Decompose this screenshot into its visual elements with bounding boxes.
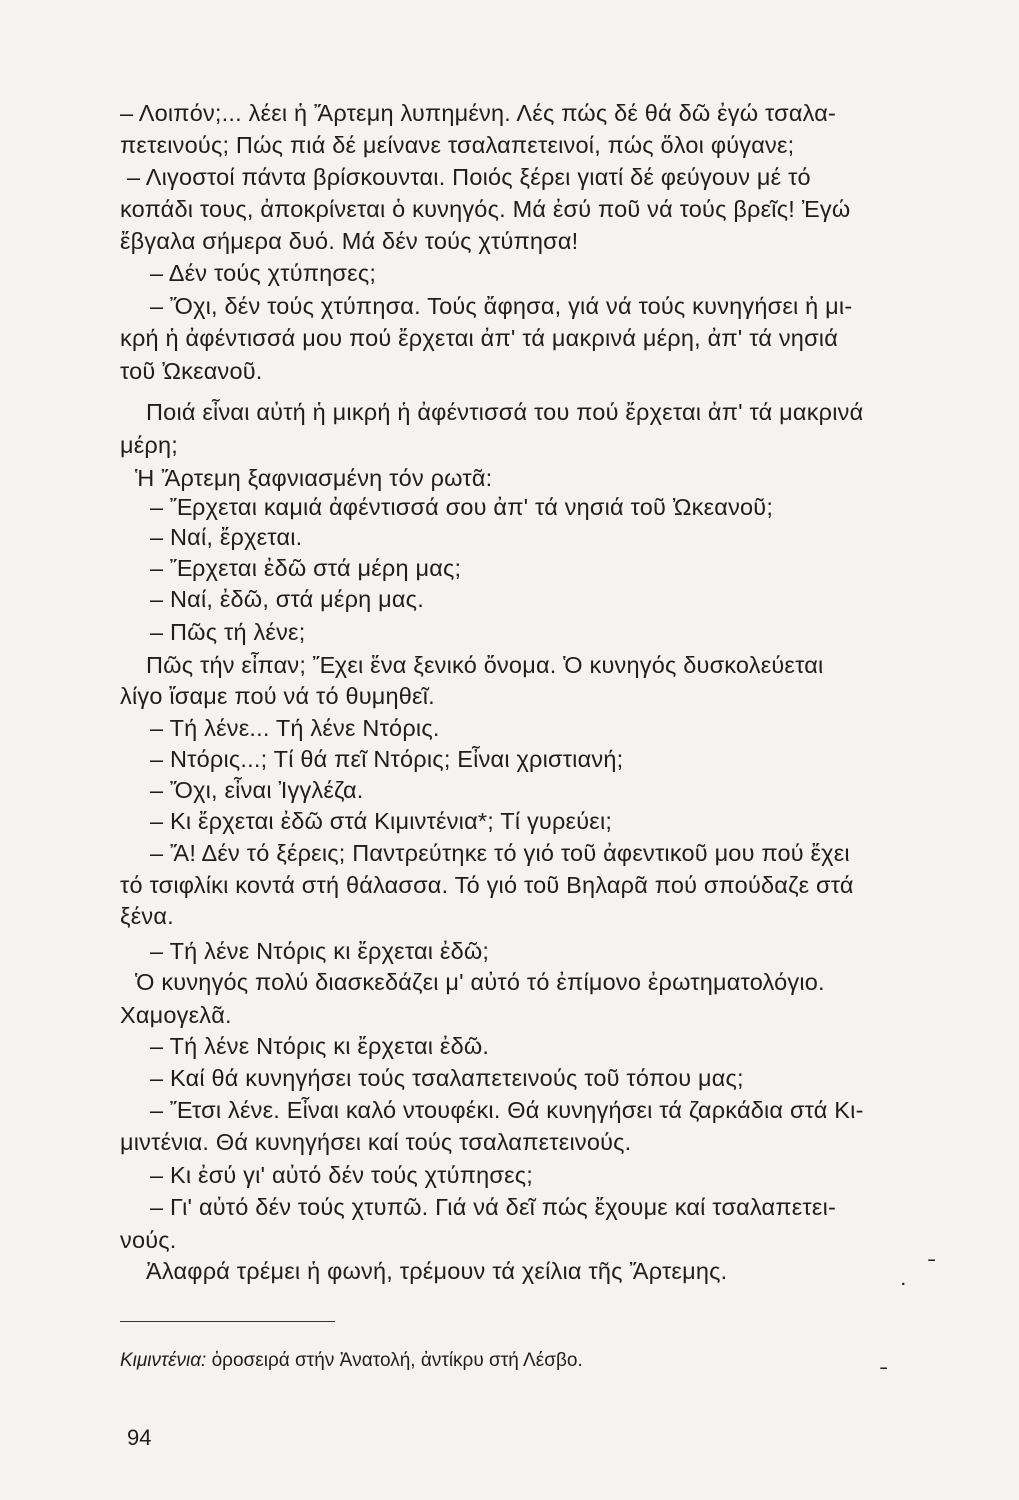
footnote (120, 1348, 583, 1374)
pen-mark: ˗ (928, 1244, 936, 1269)
text-line: – Τή λένε Ντόρις κι ἔρχεται ἐδῶ. (150, 1033, 490, 1059)
text-line: Ἀλαφρά τρέμει ἡ φωνή, τρέμουν τά χείλια τῆς Ἄρτεμης. (146, 1258, 728, 1284)
text-line: – Καί θά κυνηγήσει τούς τσαλαπετεινούς τοῦ τόπου μας; (150, 1065, 744, 1091)
text-line: – Ὄχι, δέν τούς χτύπησα. Τούς ἄφησα, γιά νά τούς κυνηγήσει ἡ μι- (150, 293, 853, 319)
text-line: – Ἔτσι λένε. Εἶναι καλό ντουφέκι. Θά κυνηγήσει τά ζαρκάδια στά Κι- (150, 1097, 864, 1123)
footnote-term: Κιμιντένια: (120, 1350, 207, 1371)
text-line: – Γι' αὐτό δέν τούς χτυπῶ. Γιά νά δεῖ πώς ἔχουμε καί τσαλαπετει- (150, 1194, 837, 1220)
text-line: – Τή λένε Ντόρις κι ἔρχεται ἐδῶ; (150, 938, 490, 964)
text-line: – Λιγοστοί πάντα βρίσκουνται. Ποιός ξέρει γιατί δέ φεύγουν μέ τό (127, 164, 811, 190)
text-line: – Ναί, ἐδῶ, στά μέρη μας. (150, 586, 424, 612)
text-line: – Λοιπόν;... λέει ἡ Ἄρτεμη λυπημένη. Λές πώς δέ θά δῶ ἐγώ τσαλα- (120, 100, 837, 126)
text-line: λίγο ἴσαμε πού νά τό θυμηθεῖ. (120, 683, 435, 709)
text-line: πετεινούς; Πώς πιά δέ μείνανε τσαλαπετεινοί, πώς ὅλοι φύγανε; (120, 132, 795, 158)
text-line: – Ἔρχεται καμιά ἀφέντισσά σου ἀπ' τά νησιά τοῦ Ὠκεανοῦ; (150, 494, 774, 520)
text-line: ξένα. (120, 903, 174, 929)
footnote-separator (120, 1321, 335, 1322)
text-line: – Ἔρχεται ἐδῶ στά μέρη μας; (150, 555, 462, 581)
footnote-text: ὀροσειρά στήν Ἀνατολή, ἀντίκρυ στή Λέσβο. (206, 1350, 583, 1371)
text-line: κοπάδι τους, ἀποκρίνεται ὁ κυνηγός. Μά ἐσύ ποῦ νά τούς βρεῖς! Ἐγώ (120, 196, 851, 222)
text-line: Χαμογελᾶ. (120, 1002, 232, 1028)
text-line: – Κι ἐσύ γι' αὐτό δέν τούς χτύπησες; (150, 1162, 534, 1188)
text-line: – Τή λένε... Τή λένε Ντόρις. (150, 715, 440, 741)
text-line: – Κι ἔρχεται ἐδῶ στά Κιμιντένια*; Τί γυρεύει; (150, 808, 613, 834)
text-line: – Ἄ! Δέν τό ξέρεις; Παντρεύτηκε τό γιό τοῦ ἀφεντικοῦ μου πού ἔχει (150, 840, 850, 866)
text-line: Ὁ κυνηγός πολύ διασκεδάζει μ' αὐτό τό ἐπίμονο ἐρωτηματολόγιο. (135, 969, 825, 995)
text-line: τό τσιφλίκι κοντά στή θάλασσα. Τό γιό τοῦ Βηλαρᾶ πού σπούδαζε στά (120, 872, 854, 898)
text-line: νούς. (120, 1227, 177, 1253)
text-line: – Ντόρις...; Τί θά πεῖ Ντόρις; Εἶναι χριστιανή; (150, 746, 624, 772)
text-line: – Δέν τούς χτύπησες; (150, 260, 377, 286)
text-line: ἔβγαλα σήμερα δυό. Μά δέν τούς χτύπησα! (120, 228, 579, 254)
text-line: Ποιά εἶναι αὐτή ἡ μικρή ἡ ἀφέντισσά του πού ἔρχεται ἀπ' τά μακρινά (146, 399, 864, 425)
text-line: Πῶς τήν εἶπαν; Ἔχει ἕνα ξενικό ὄνομα. Ὁ κυνηγός δυσκολεύεται (146, 652, 824, 678)
pen-mark: ᐧ (900, 1272, 906, 1297)
text-line: – Πῶς τή λένε; (150, 619, 306, 645)
text-line: – Ναί, ἔρχεται. (150, 524, 303, 550)
text-line: Ἡ Ἄρτεμη ξαφνιασμένη τόν ρωτᾶ: (135, 465, 493, 491)
text-line: κρή ἡ ἀφέντισσά μου πού ἔρχεται ἀπ' τά μακρινά μέρη, ἀπ' τά νησιά (120, 325, 838, 351)
pen-mark: ˗ (880, 1352, 888, 1377)
text-line: – Ὄχι, εἶναι Ἰγγλέζα. (150, 777, 364, 803)
show-through-decoration (850, 100, 855, 121)
text-line: μέρη; (120, 432, 178, 458)
text-line: τοῦ Ὠκεανοῦ. (120, 358, 263, 384)
text-line: μιντένια. Θά κυνηγήσει καί τούς τσαλαπετεινούς. (120, 1129, 632, 1155)
page-number: 94 (127, 1425, 152, 1450)
